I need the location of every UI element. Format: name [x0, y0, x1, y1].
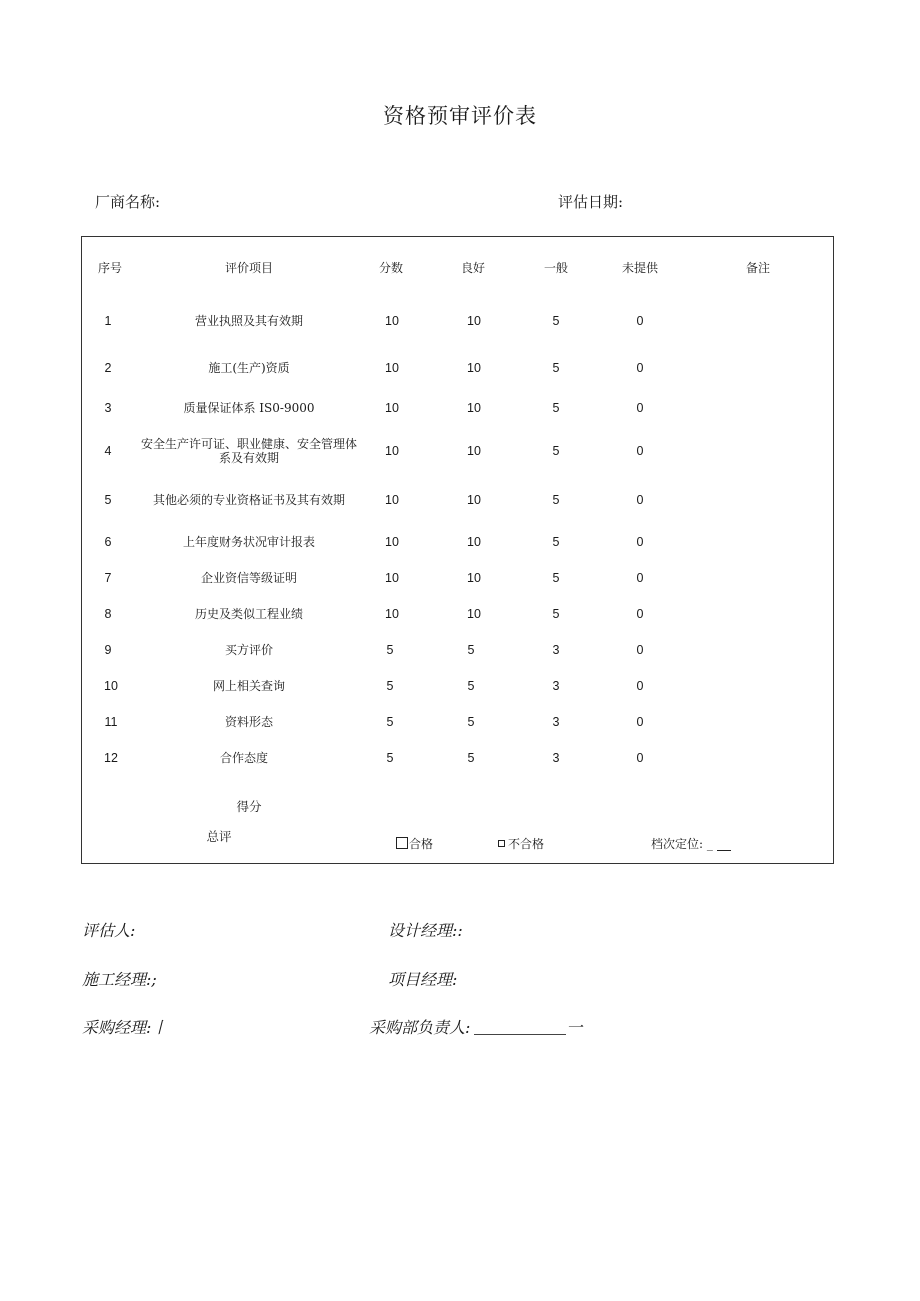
row-fair: 3: [552, 715, 560, 729]
row-good: 10: [467, 493, 481, 507]
col-header-good: 良好: [460, 261, 486, 275]
row-no: 6: [104, 535, 112, 549]
fail-label: 不合格: [508, 837, 545, 851]
assessor-label: 评估人:: [82, 921, 136, 940]
row-not-provided: 0: [636, 444, 644, 458]
row-fair: 5: [552, 444, 560, 458]
row-fair: 5: [552, 571, 560, 585]
col-header-score: 分数: [378, 261, 404, 275]
row-fair: 3: [552, 679, 560, 693]
row-good: 10: [467, 444, 481, 458]
purchase-manager-label: 采购经理:丨: [82, 1018, 168, 1037]
row-no: 1: [104, 314, 112, 328]
row-fair: 3: [552, 643, 560, 657]
construction-manager-label: 施工经理:;: [82, 970, 157, 989]
row-not-provided: 0: [636, 361, 644, 375]
row-not-provided: 0: [636, 401, 644, 415]
row-item: 买方评价: [224, 643, 273, 657]
row-no: 8: [104, 607, 112, 621]
row-good: 5: [467, 715, 475, 729]
row-score: 10: [385, 493, 399, 507]
score-label: 得分: [236, 799, 262, 814]
row-fair: 5: [552, 401, 560, 415]
row-score: 10: [385, 361, 399, 375]
row-good: 10: [467, 571, 481, 585]
assessment-date-label: 评估日期:: [558, 193, 624, 211]
row-no: 3: [104, 401, 112, 415]
row-not-provided: 0: [636, 535, 644, 549]
row-fair: 5: [552, 361, 560, 375]
row-score: 10: [385, 444, 399, 458]
row-not-provided: 0: [636, 607, 644, 621]
total-evaluation-label: 总评: [206, 829, 232, 844]
row-fair: 5: [552, 493, 560, 507]
row-score: 10: [385, 571, 399, 585]
signature-blank-line: [474, 1034, 566, 1035]
row-no: 9: [104, 643, 112, 657]
page-title: 资格预审评价表: [383, 104, 537, 128]
row-no: 10: [104, 679, 118, 693]
row-good: 10: [467, 535, 481, 549]
row-item: 安全生产许可证、职业健康、安全管理体系及有效期: [140, 437, 357, 465]
row-good: 5: [467, 751, 475, 765]
row-not-provided: 0: [636, 493, 644, 507]
row-score: 5: [386, 679, 394, 693]
row-item: 施工(生产)资质: [208, 361, 290, 375]
row-item: 合作态度: [219, 751, 268, 765]
row-score: 10: [385, 535, 399, 549]
row-no: 12: [104, 751, 118, 765]
checkbox-icon[interactable]: [498, 840, 505, 847]
row-not-provided: 0: [636, 643, 644, 657]
row-not-provided: 0: [636, 571, 644, 585]
purchase-dept-head-label: 采购部负责人:: [369, 1018, 471, 1037]
pass-option[interactable]: [396, 835, 433, 852]
col-header-fair: 一般: [543, 261, 569, 275]
grade-blank-line: [717, 850, 731, 851]
col-header-remarks: 备注: [745, 261, 771, 275]
row-fair: 5: [552, 314, 560, 328]
row-no: 5: [104, 493, 112, 507]
row-item: 资料形态: [224, 715, 273, 729]
row-item: 营业执照及其有效期: [194, 314, 303, 328]
row-not-provided: 0: [636, 679, 644, 693]
checkbox-icon[interactable]: [396, 837, 408, 849]
row-score: 10: [385, 314, 399, 328]
row-no: 4: [104, 444, 112, 458]
col-header-no: 序号: [97, 261, 123, 275]
row-not-provided: 0: [636, 715, 644, 729]
row-item: 上年度财务状况审计报表: [182, 535, 315, 549]
row-no: 7: [104, 571, 112, 585]
row-good: 10: [467, 314, 481, 328]
purchase-dept-head: [369, 1015, 582, 1038]
row-score: 10: [385, 607, 399, 621]
row-good: 5: [467, 679, 475, 693]
row-fair: 5: [552, 607, 560, 621]
grade-position: [651, 835, 731, 852]
col-header-not-provided: 未提供: [621, 261, 659, 275]
row-good: 10: [467, 361, 481, 375]
vendor-name-label: 厂商名称:: [95, 193, 161, 211]
row-no: 11: [104, 715, 118, 729]
col-header-item: 评价项目: [224, 261, 274, 275]
row-good: 5: [467, 643, 475, 657]
row-not-provided: 0: [636, 751, 644, 765]
row-score: 10: [385, 401, 399, 415]
design-manager-label: 设计经理::: [388, 921, 463, 940]
row-score: 5: [386, 643, 394, 657]
row-item: 质量保证体系 IS0-9000: [183, 401, 315, 415]
evaluation-table: [81, 236, 834, 864]
row-not-provided: 0: [636, 314, 644, 328]
pass-label: 合格: [409, 837, 434, 851]
row-score: 5: [386, 715, 394, 729]
row-good: 10: [467, 607, 481, 621]
row-score: 5: [386, 751, 394, 765]
grade-label: 档次定位: _: [651, 837, 713, 851]
row-fair: 3: [552, 751, 560, 765]
fail-option[interactable]: [498, 835, 544, 852]
row-item: 网上相关查询: [212, 679, 285, 693]
row-item: 企业资信等级证明: [200, 571, 297, 585]
row-no: 2: [104, 361, 112, 375]
purchase-dept-head-suffix: 一: [566, 1018, 583, 1037]
row-good: 10: [467, 401, 481, 415]
row-item: 历史及类似工程业绩: [194, 607, 303, 621]
project-manager-label: 项目经理:: [388, 970, 458, 989]
row-fair: 5: [552, 535, 560, 549]
row-item: 其他必须的专业资格证书及其有效期: [152, 493, 345, 507]
